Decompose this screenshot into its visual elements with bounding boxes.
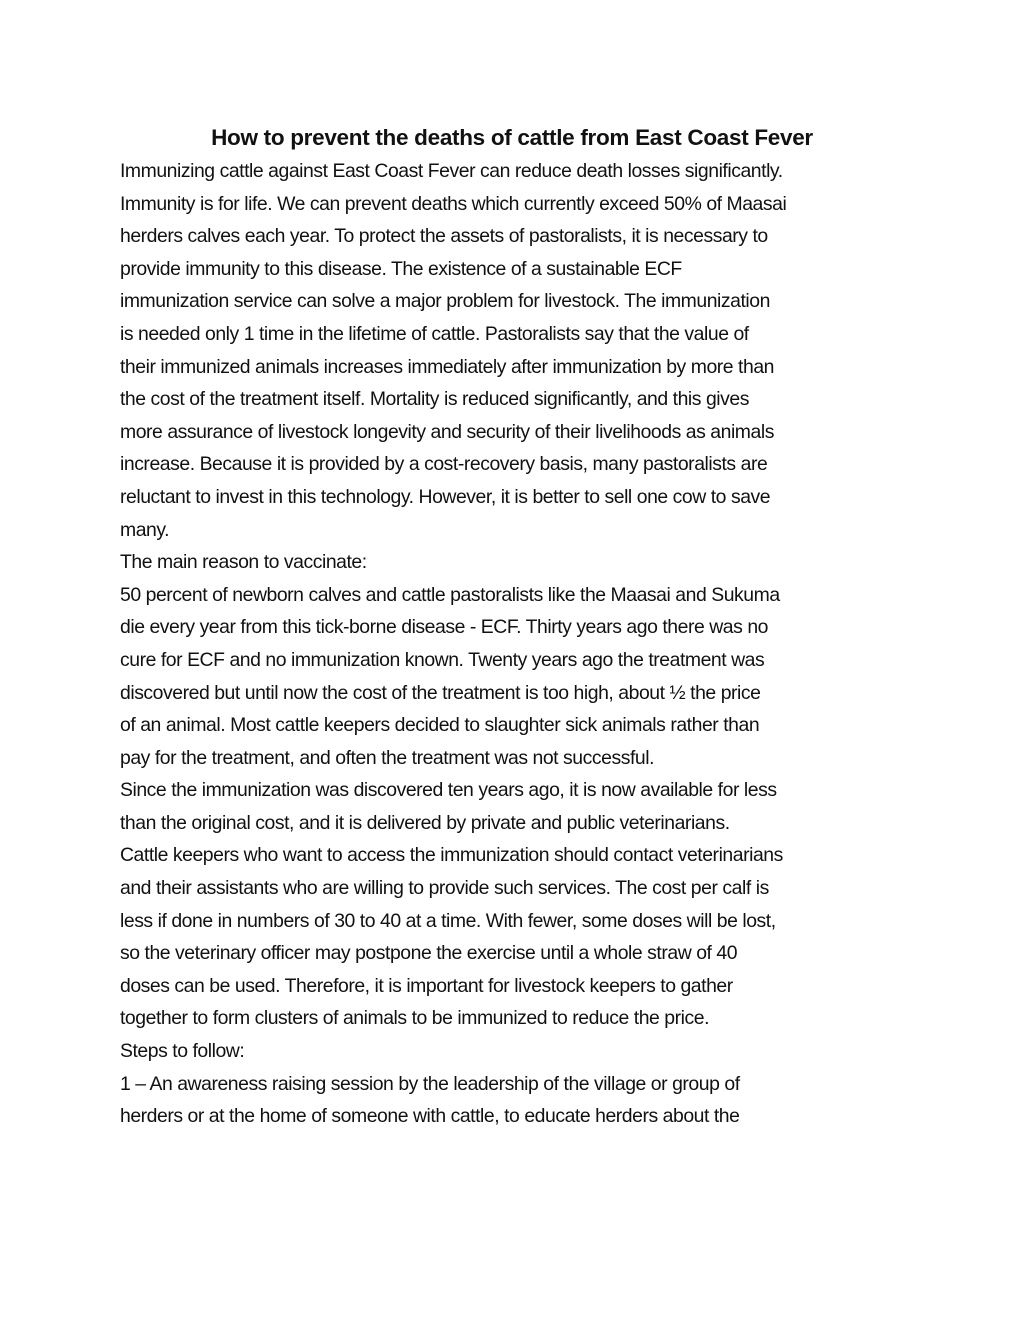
document-title: How to prevent the deaths of cattle from East Coast Fever bbox=[211, 125, 813, 150]
text-line: Immunizing cattle against East Coast Fever can reduce death losses significantly. bbox=[120, 160, 783, 182]
text-line: many. bbox=[120, 518, 170, 541]
text-line: provide immunity to this disease. The existence of a sustainable ECF bbox=[120, 257, 682, 280]
text-line: 50 percent of newborn calves and cattle pastoralists like the Maasai and Sukuma bbox=[120, 583, 780, 606]
text-line: the cost of the treatment itself. Mortality is reduced significantly, and this gives bbox=[120, 388, 749, 411]
text-line: reluctant to invest in this technology. However, it is better to sell one cow to save bbox=[120, 485, 771, 508]
text-line: than the original cost, and it is delivered by private and public veterinarians. bbox=[120, 811, 730, 834]
text-line: Cattle keepers who want to access the immunization should contact veterinarians bbox=[120, 844, 783, 867]
text-line: increase. Because it is provided by a cost-recovery basis, many pastoralists are bbox=[120, 453, 768, 476]
step-item-line: 1 – An awareness raising session by the leadership of the village or group of bbox=[120, 1072, 740, 1095]
text-line: Since the immunization was discovered ten years ago, it is now available for less bbox=[120, 779, 777, 802]
text-line: immunization service can solve a major problem for livestock. The immunization bbox=[120, 290, 770, 313]
section-heading-main-reason: The main reason to vaccinate: bbox=[120, 551, 367, 574]
text-line: their immunized animals increases immediately after immunization by more than bbox=[120, 355, 774, 378]
document-body bbox=[120, 155, 920, 1133]
text-line: Immunity is for life. We can prevent deaths which currently exceed 50% of Maasai bbox=[120, 192, 787, 215]
text-line: herders calves each year. To protect the assets of pastoralists, it is necessary to bbox=[120, 225, 768, 248]
text-line: less if done in numbers of 30 to 40 at a time. With fewer, some doses will be lost, bbox=[120, 909, 776, 932]
text-line: die every year from this tick-borne disease - ECF. Thirty years ago there was no bbox=[120, 616, 768, 639]
text-line: of an animal. Most cattle keepers decided to slaughter sick animals rather than bbox=[120, 714, 760, 737]
text-line: and their assistants who are willing to provide such services. The cost per calf is bbox=[120, 877, 769, 900]
text-line: cure for ECF and no immunization known. Twenty years ago the treatment was bbox=[120, 648, 765, 671]
step-item-line: herders or at the home of someone with cattle, to educate herders about the bbox=[120, 1105, 740, 1128]
text-line: more assurance of livestock longevity and security of their livelihoods as animals bbox=[120, 420, 774, 443]
text-line: so the veterinary officer may postpone the exercise until a whole straw of 40 bbox=[120, 942, 738, 965]
text-line: doses can be used. Therefore, it is important for livestock keepers to gather bbox=[120, 974, 733, 997]
section-heading-steps: Steps to follow: bbox=[120, 1040, 245, 1063]
text-line: discovered but until now the cost of the treatment is too high, about ½ the price bbox=[120, 681, 761, 704]
text-line: together to form clusters of animals to be immunized to reduce the price. bbox=[120, 1007, 710, 1030]
text-line: pay for the treatment, and often the treatment was not successful. bbox=[120, 746, 655, 769]
text-line: is needed only 1 time in the lifetime of cattle. Pastoralists say that the value of bbox=[120, 322, 749, 345]
